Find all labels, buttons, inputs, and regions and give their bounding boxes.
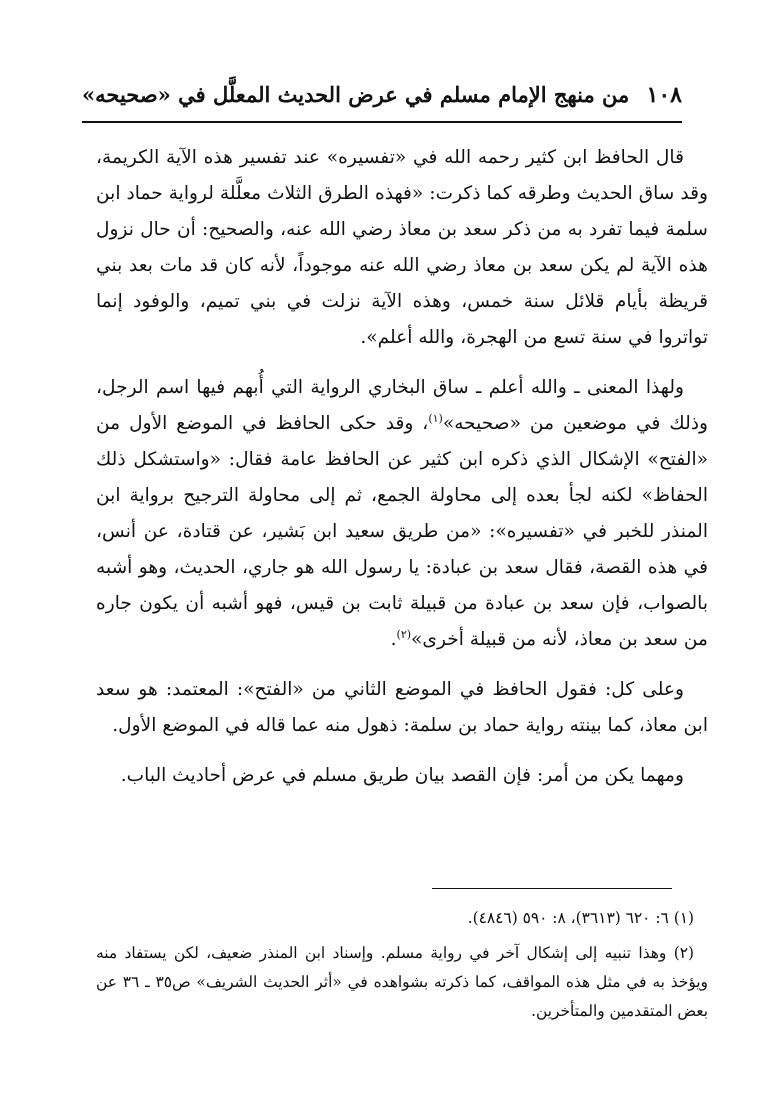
paragraph (96, 758, 708, 794)
paragraph-text: ، وقد حكى الحافظ في الموضع الأول من «الفتح» الإشكال الذي ذكره ابن كثير عن الحافظ عامة فقال: «واستشكل ذلك الحفاظ» لكنه لجأ بعده إلى محاولة الجمع، ثم إلى محاولة الترجيح برواية ابن المنذر للخبر في «تفسيره»: «من طريق سعيد ابن بَشير، عن قتادة، عن أنس، في هذه القصة، فقال سعد بن عبادة: يا رسول الله هو جاري، الحديث، وهو أشبه بالصواب، فإن سعد بن عبادة من قبيلة ثابت بن قيس، فهو أشبه أن يكون جاره من سعد بن معاذ، لأنه من قبيلة أخرى» (96, 413, 708, 650)
paragraph (96, 370, 708, 658)
footnote: (١) ٦: ٦٢٠ (٣٦١٣)، ٨: ٥٩٠ (٤٨٤٦). (467, 909, 694, 927)
footnote-reference: (٢) (396, 627, 412, 641)
main-text (96, 140, 708, 808)
paragraph-text: قال الحافظ ابن كثير رحمه الله في «تفسيره» عند تفسير هذه الآية الكريمة، وقد ساق الحديث وطرقه كما ذكرت: «فهذه الطرق الثلاث معلَّلة لرواية حماد ابن سلمة فيما تفرد به من ذكر سعد بن معاذ رضي الله عنه، والصحيح: أن حال نزول هذه الآية لم يكن سعد بن معاذ رضي الله عنه موجوداً، لأنه كان قد مات بعد بني قريظة بأيام قلائل سنة خمس، وهذه الآية نزلت في بني تميم، والوفود إنما تواتروا في سنة تسع من الهجرة، والله أعلم». (96, 147, 708, 348)
header-rule (82, 121, 682, 123)
footnote-separator (432, 888, 672, 889)
running-title: من منهج الإمام مسلم في عرض الحديث المعلَّل في «صحيحه» (82, 82, 630, 107)
paragraph (96, 140, 708, 356)
footnotes (96, 904, 708, 1032)
page-header (82, 78, 682, 112)
paragraph-text: . (390, 629, 397, 650)
footnote-reference: (١) (428, 411, 443, 425)
paragraph-text: ولهذا المعنى ـ والله أعلم ـ ساق البخاري الرواية التي أُبهم فيها اسم الرجل، وذلك في موضعين من «صحيحه» (96, 377, 708, 434)
paragraph (96, 672, 708, 744)
paragraph-text: وعلى كل: فقول الحافظ في الموضع الثاني من «الفتح»: المعتمد: هو سعد ابن معاذ، كما بينته رواية حماد بن سلمة: ذهول منه عما قاله في الموضع الأول. (96, 679, 708, 736)
paragraph-text: ومهما يكن من أمر: فإن القصد بيان طريق مسلم في عرض أحاديث الباب. (120, 765, 684, 786)
footnote: (٢) وهذا تنبيه إلى إشكال آخر في رواية مسلم. وإسناد ابن المنذر ضعيف، لكن يستفاد منه ويؤخذ به في مثل هذه المواقف، كما ذكرته بشواهده في «أثر الحديث الشريف» ص٣٥ ـ ٣٦ عن بعض المتقدمين والمتأخرين. (96, 944, 708, 1020)
page-number: ١٠٨ (646, 82, 682, 108)
